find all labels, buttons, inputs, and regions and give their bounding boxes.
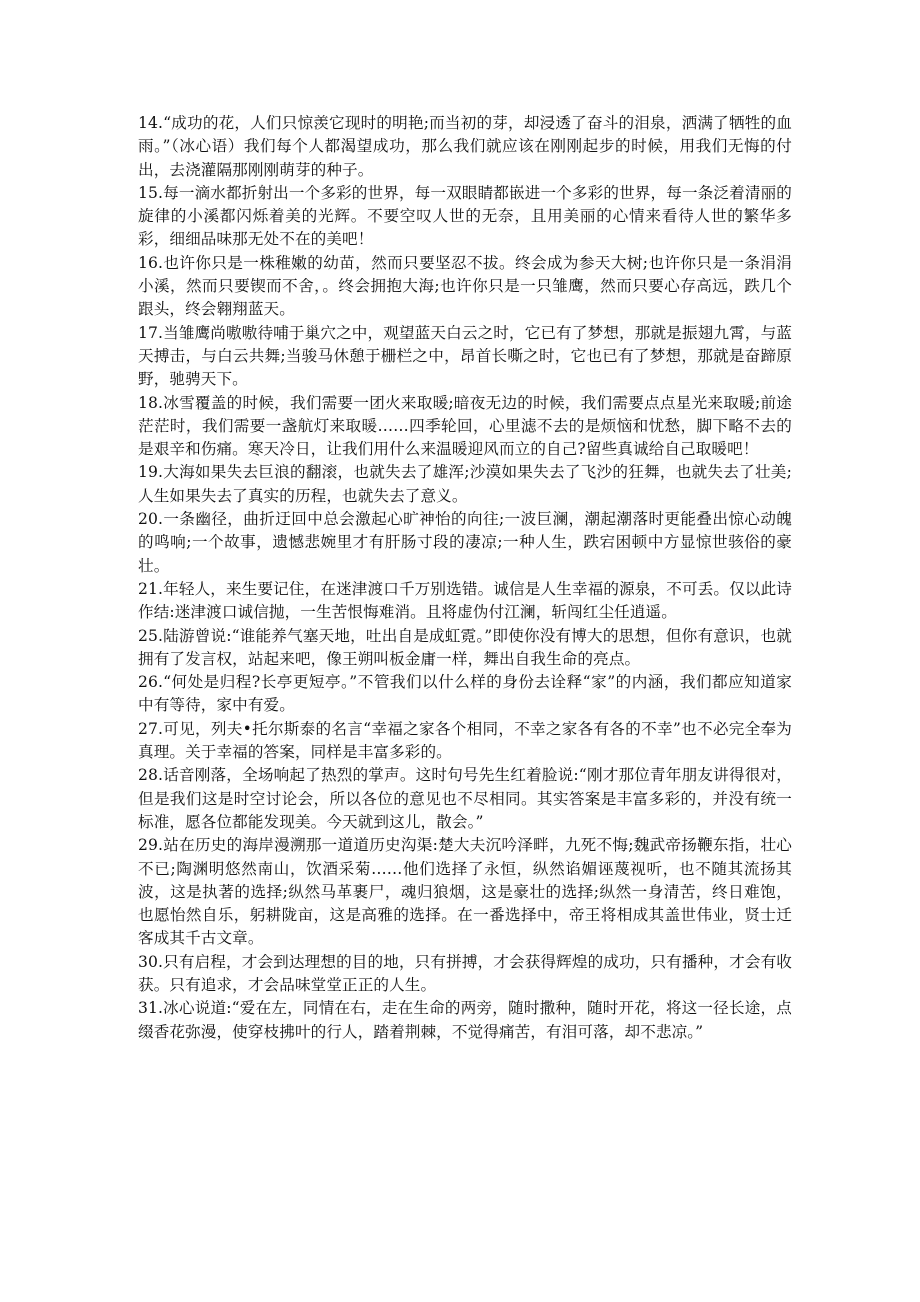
paragraph-18: 18.冰雪覆盖的时候，我们需要一团火来取暖;暗夜无边的时候，我们需要点点星光来取暖;前途茫茫时，我们需要一盏航灯来取暖……四季轮回，心里滤不去的是烦恼和忧愁，脚下略不去的是艰辛和伤痛。寒天冷日，让我们用什么来温暖迎风而立的自己?留些真诚给自己取暖吧！ (138, 393, 792, 459)
paragraph-21: 21.年轻人，来生要记住，在迷津渡口千万别选错。诚信是人生幸福的源泉，不可丢。仅以此诗作结:迷津渡口诚信抛，一生苦恨悔难消。且将虚伪付江澜，斩闯红尘任逍遥。 (138, 579, 792, 622)
paragraph-27: 27.可见，列夫•托尔斯泰的名言“幸福之家各个相同，不幸之家各有各的不幸”也不必完全奉为真理。关于幸福的答案，同样是丰富多彩的。 (138, 719, 792, 762)
paragraph-31: 31.冰心说道:“爱在左，同情在右，走在生命的两旁，随时撒种，随时开花，将这一径长途，点缀香花弥漫，使穿枝拂叶的行人，踏着荆棘，不觉得痛苦，有泪可落，却不悲凉。” (138, 999, 792, 1041)
paragraph-19: 19.大海如果失去巨浪的翻滚，也就失去了雄浑;沙漠如果失去了飞沙的狂舞，也就失去了壮美;人生如果失去了真实的历程，也就失去了意义。 (138, 463, 792, 505)
paragraph-29: 29.站在历史的海岸漫溯那一道道历史沟渠:楚大夫沉吟泽畔，九死不悔;魏武帝扬鞭东指，壮心不已;陶渊明悠然南山，饮酒采菊……他们选择了永恒，纵然谄媚诬蔑视听，也不随其流扬其波，这是执著的选择;纵然马革裹尸，魂归狼烟，这是豪壮的选择;纵然一身清苦，终日难饱，也愿怡然自乐，躬耕陇亩，这是高雅的选择。在一番选择中，帝王将相成其盖世伟业，贤士迁客成其千古文章。 (138, 836, 792, 948)
paragraph-26: 26.“何处是归程?长亭更短亭。”不管我们以什么样的身份去诠释“家”的内涵，我们都应知道家中有等待，家中有爱。 (138, 673, 792, 715)
paragraph-25: 25.陆游曾说:“谁能养气塞天地，吐出自是成虹霓。”即使你没有博大的思想，但你有意识，也就拥有了发言权，站起来吧，像王朔叫板金庸一样，舞出自我生命的亮点。 (138, 626, 792, 668)
document-body (138, 112, 792, 1044)
paragraph-20: 20.一条幽径，曲折迂回中总会激起心旷神怡的向往;一波巨澜，潮起潮落时更能叠出惊心动魄的鸣响;一个故事，遗憾悲婉里才有肝肠寸段的凄凉;一种人生，跌宕困顿中方显惊世骇俗的豪壮。 (138, 510, 792, 575)
paragraph-15: 15.每一滴水都折射出一个多彩的世界，每一双眼睛都嵌进一个多彩的世界，每一条泛着清丽的旋律的小溪都闪烁着美的光辉。不要空叹人世的无奈，且用美丽的心情来看待人世的繁华多彩，细细品味那无处不在的美吧！ (138, 183, 792, 249)
paragraph-30: 30.只有启程，才会到达理想的目的地，只有拼搏，才会获得辉煌的成功，只有播种，才会有收获。只有追求，才会品味堂堂正正的人生。 (138, 952, 792, 994)
paragraph-16: 16.也许你只是一株稚嫩的幼苗，然而只要坚忍不拔。终会成为参天大树;也许你只是一条涓涓小溪，然而只要锲而不舍，。终会拥抱大海;也许你只是一只雏鹰，然而只要心存高远，跌几个跟头，终会翱翔蓝天。 (138, 253, 792, 319)
paragraph-14: 14.“成功的花，人们只惊羡它现时的明艳;而当初的芽，却浸透了奋斗的泪泉，洒满了牺牲的血雨。”（冰心语）我们每个人都渴望成功，那么我们就应该在刚刚起步的时候，用我们无悔的付出，去浇灌隔那刚刚萌芽的种子。 (138, 114, 792, 179)
paragraph-17: 17.当雏鹰尚嗷嗷待哺于巢穴之中，观望蓝天白云之时，它已有了梦想，那就是振翅九霄，与蓝天搏击，与白云共舞;当骏马休憩于栅栏之中，昂首长嘶之时，它也已有了梦想，那就是奋蹄原野，驰骋天下。 (138, 323, 792, 389)
paragraph-28: 28.话音刚落，全场响起了热烈的掌声。这时句号先生红着脸说:“刚才那位青年朋友讲得很对，但是我们这是时空讨论会，所以各位的意见也不尽相同。其实答案是丰富多彩的，并没有统一标准，愿各位都能发现美。今天就到这儿，散会。” (138, 766, 792, 831)
